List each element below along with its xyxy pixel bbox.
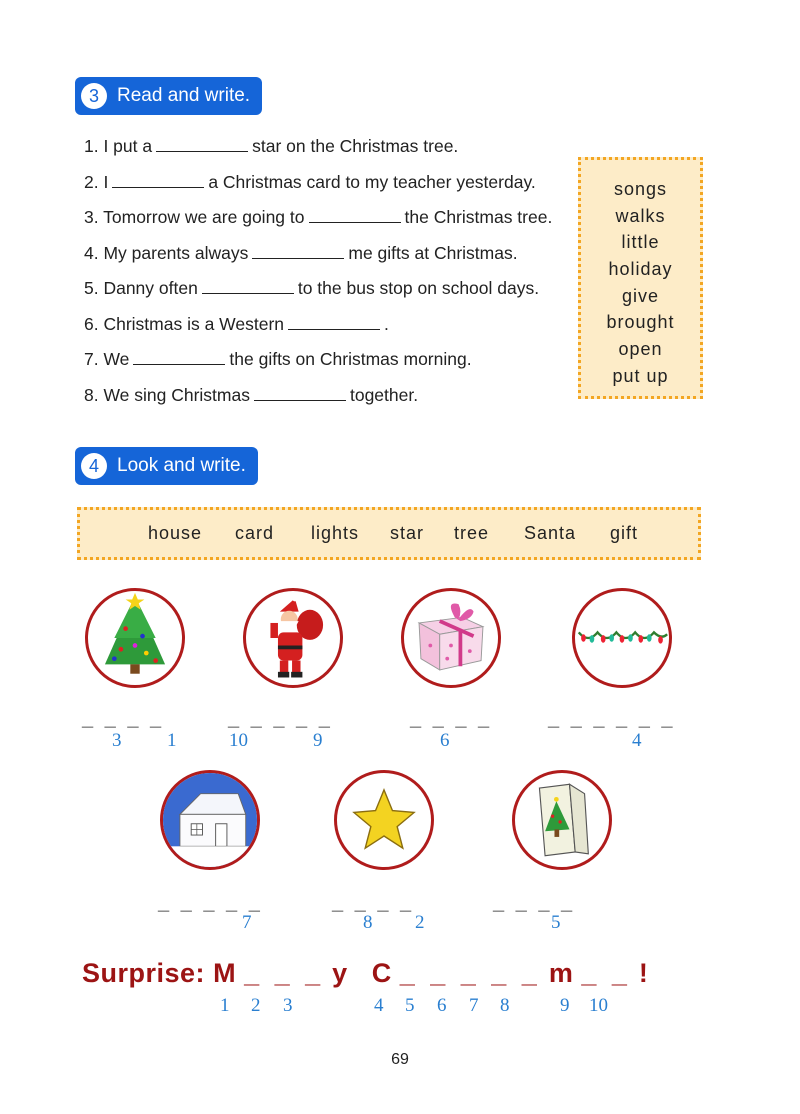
lights-icon: [575, 591, 669, 685]
word-bar-item: house: [148, 523, 203, 543]
answer-dashes-card[interactable]: _ _ _ _: [493, 892, 576, 914]
surprise-letter: y: [332, 958, 348, 988]
section-4-title: Look and write.: [117, 455, 246, 476]
sentence-3: [84, 207, 552, 228]
section-3-header: [75, 77, 262, 115]
sentence-4-before: 4. My parents always: [84, 243, 249, 263]
gift-icon: [404, 591, 498, 685]
sentence-1: [84, 136, 458, 157]
letter-hint: 6: [440, 730, 450, 751]
word-option: little: [621, 232, 660, 253]
surprise-dashes[interactable]: _ _ _: [244, 958, 325, 988]
star-icon: [337, 773, 431, 867]
sentence-1-before: 1. I put a: [84, 136, 153, 156]
answer-blank-6[interactable]: [288, 315, 380, 330]
sentence-6-before: 6. Christmas is a Western: [84, 314, 285, 334]
surprise-letter: !: [638, 958, 649, 988]
word-option: put up: [612, 365, 669, 386]
picture-star: [334, 770, 434, 870]
picture-christmas-tree: [85, 588, 185, 688]
sentence-5-before: 5. Danny often: [84, 278, 198, 298]
surprise-hint: 1: [220, 995, 230, 1016]
answer-dashes-santa[interactable]: _ _ _ _ _: [228, 708, 333, 730]
letter-hint: 7: [242, 912, 252, 933]
santa-icon: [246, 591, 340, 685]
sentence-5: [84, 278, 539, 299]
picture-lights: [572, 588, 672, 688]
letter-hint: 4: [632, 730, 642, 751]
letter-hint: 3: [112, 730, 122, 751]
sentence-7: [84, 349, 472, 370]
word-box: [578, 157, 703, 399]
sentence-8-after: together.: [349, 385, 419, 405]
answer-blank-8[interactable]: [254, 386, 346, 401]
sentence-5-after: to the bus stop on school days.: [297, 278, 540, 298]
surprise-letter: m: [548, 958, 574, 988]
word-bar-item: tree: [454, 523, 490, 543]
section-3-number: 3: [81, 83, 107, 109]
section-4-header: [75, 447, 258, 485]
sentence-6-after: .: [384, 314, 389, 334]
surprise-letter: C: [371, 958, 392, 988]
word-option: brought: [606, 312, 675, 333]
sentence-3-after: the Christmas tree.: [404, 207, 553, 227]
sentence-3-before: 3. Tomorrow we are going to: [84, 207, 305, 227]
answer-blank-7[interactable]: [133, 350, 225, 365]
surprise-hint: 7: [469, 995, 479, 1016]
sentence-8: [84, 385, 418, 406]
sentence-2-before: 2. I: [84, 172, 109, 192]
section-3-title: Read and write.: [117, 85, 251, 106]
answer-blank-1[interactable]: [156, 137, 248, 152]
word-bar-item: star: [390, 523, 425, 543]
page-number: 69: [391, 1051, 409, 1068]
sentence-7-before: 7. We: [84, 349, 130, 369]
sentence-2-after: a Christmas card to my teacher yesterday.: [208, 172, 536, 192]
letter-hint: 9: [313, 730, 323, 751]
christmas-tree-icon: [88, 591, 182, 685]
picture-card: [512, 770, 612, 870]
surprise-hint: 9: [560, 995, 570, 1016]
word-option: songs: [613, 179, 668, 199]
word-bar-item: Santa: [524, 523, 577, 543]
word-option: holiday: [608, 259, 673, 280]
surprise-hint: 2: [251, 995, 261, 1016]
sentence-4-after: me gifts at Christmas.: [348, 243, 518, 263]
surprise-line: [82, 958, 648, 989]
word-bar: [77, 507, 701, 560]
surprise-letter: M: [213, 958, 237, 988]
card-icon: [515, 773, 609, 867]
surprise-hint: 10: [589, 995, 608, 1016]
letter-hint: 2: [415, 912, 425, 933]
house-icon: [163, 773, 257, 867]
surprise-hint: 6: [437, 995, 447, 1016]
picture-house: [160, 770, 260, 870]
surprise-hint: 3: [283, 995, 293, 1016]
letter-hint: 5: [551, 912, 561, 933]
surprise-hint: 5: [405, 995, 415, 1016]
sentence-6: [84, 314, 389, 335]
answer-blank-5[interactable]: [202, 279, 294, 294]
word-bar-item: gift: [610, 523, 639, 543]
surprise-dashes[interactable]: _ _: [581, 958, 631, 988]
sentence-2: [84, 172, 536, 193]
answer-dashes-house[interactable]: _ _ _ _ _: [158, 892, 263, 914]
answer-blank-3[interactable]: [309, 208, 401, 223]
answer-dashes-star[interactable]: _ _ _ _: [332, 892, 415, 914]
word-bar-item: lights: [311, 523, 360, 543]
answer-blank-2[interactable]: [112, 173, 204, 188]
surprise-dashes[interactable]: _ _ _ _ _: [399, 958, 541, 988]
letter-hint: 8: [363, 912, 373, 933]
sentence-7-after: the gifts on Christmas morning.: [229, 349, 472, 369]
sentence-1-after: star on the Christmas tree.: [252, 136, 459, 156]
surprise-hint: 8: [500, 995, 510, 1016]
sentence-8-before: 8. We sing Christmas: [84, 385, 250, 405]
word-option: walks: [615, 205, 666, 226]
answer-dashes-gift[interactable]: _ _ _ _: [410, 708, 493, 730]
letter-hint: 10: [229, 730, 248, 751]
word-bar-item: card: [235, 523, 275, 543]
word-option: give: [621, 285, 660, 306]
answer-dashes-lights[interactable]: _ _ _ _ _ _: [548, 708, 676, 730]
picture-gift: [401, 588, 501, 688]
word-option: open: [618, 339, 663, 360]
letter-hint: 1: [167, 730, 177, 751]
surprise-hint: 4: [374, 995, 384, 1016]
answer-blank-4[interactable]: [252, 244, 344, 259]
surprise-label: Surprise:: [82, 958, 206, 988]
answer-dashes-tree[interactable]: _ _ _ _: [82, 708, 165, 730]
section-4-number: 4: [81, 453, 107, 479]
picture-santa: [243, 588, 343, 688]
sentence-4: [84, 243, 518, 264]
